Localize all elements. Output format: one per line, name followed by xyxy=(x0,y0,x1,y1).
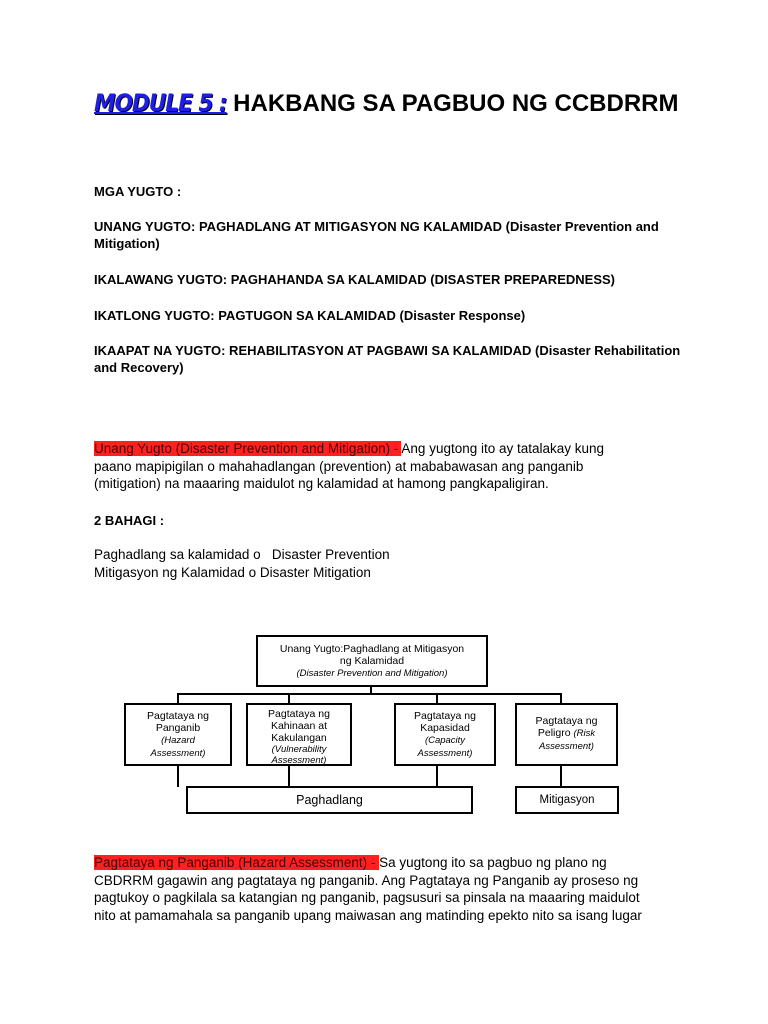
box-mitigasyon: Mitigasyon xyxy=(515,786,619,814)
box1-line1: Pagtataya ng xyxy=(147,710,209,722)
stage-third: IKATLONG YUGTO: PAGTUGON SA KALAMIDAD (Disaster Response) xyxy=(94,308,526,323)
parts-heading: 2 BAHAGI : xyxy=(94,513,165,528)
stage-second: IKALAWANG YUGTO: PAGHAHANDA SA KALAMIDAD (DISASTER PREPAREDNESS) xyxy=(94,272,615,287)
connector-paghadlang-2 xyxy=(288,764,290,787)
box1-line2: Panganib xyxy=(155,722,201,734)
box2-line3: Kakulangan xyxy=(271,732,327,744)
parts-list xyxy=(94,546,684,581)
box2-sub1: (Vulnerability xyxy=(271,744,327,755)
box4-line2: Peligro xyxy=(537,727,571,739)
connector-mitigasyon xyxy=(560,764,562,787)
box3-sub2: Assessment) xyxy=(417,748,473,759)
box2-line2: Kahinaan at xyxy=(270,720,328,732)
section1-line3: (mitigation) na maaaring maidulot ng kalamidad at hamong pangkapaligiran. xyxy=(94,476,549,491)
stage-first: UNANG YUGTO: PAGHADLANG AT MITIGASYON NG KALAMIDAD (Disaster Prevention and Mitigation) xyxy=(94,219,659,251)
connector-paghadlang-1 xyxy=(177,764,179,787)
box-vulnerability-assessment xyxy=(246,703,352,766)
parts-item-2: Mitigasyon ng Kalamidad o Disaster Mitigation xyxy=(94,564,371,580)
section1-line1: Ang yugtong ito ay tatalakay kung xyxy=(401,441,605,456)
box4-sub2: Assessment) xyxy=(539,741,594,752)
box2-sub2: Assessment) xyxy=(271,755,327,766)
box4-sub1: (Risk xyxy=(573,728,596,739)
phase-diagram xyxy=(118,630,628,820)
top-line2: ng Kalamidad xyxy=(339,655,405,667)
box-capacity-assessment xyxy=(394,703,496,766)
section2-line2: CBDRRM gagawin ang pagtataya ng panganib. Ang Pagtataya ng Panganib ay proseso ng xyxy=(94,872,639,888)
section1-highlight: Unang Yugto (Disaster Prevention and Mitigation) - xyxy=(94,441,402,456)
section2-line4: nito at pamamahala sa panganib upang maiwasan ang matinding epekto nito sa isang lugar xyxy=(94,907,642,923)
box-risk-assessment xyxy=(515,703,618,766)
stage-fourth: IKAAPAT NA YUGTO: REHABILITASYON AT PAGBAWI SA KALAMIDAD (Disaster Rehabilitation and Recovery) xyxy=(94,343,681,375)
section2-paragraph xyxy=(94,854,684,924)
title-text: HAKBANG SA PAGBUO NG CCBDRRM xyxy=(226,90,679,117)
box-hazard-assessment xyxy=(124,703,232,766)
box3-sub1: (Capacity xyxy=(424,735,466,746)
section2-highlight: Pagtataya ng Panganib (Hazard Assessment) - xyxy=(94,855,380,870)
box1-sub2: Assessment) xyxy=(150,748,206,759)
top-sub: (Disaster Prevention and Mitigation) xyxy=(296,668,448,679)
section2-line1: Sa yugtong ito sa pagbuo ng plano ng xyxy=(379,855,607,870)
section1-paragraph xyxy=(94,440,684,493)
box3-line1: Pagtataya ng xyxy=(414,710,476,722)
box-paghadlang: Paghadlang xyxy=(186,786,473,814)
section1-line2: paano mapipigilan o mahahadlangan (prevention) at mababawasan ang panganib xyxy=(94,458,584,474)
page-title xyxy=(94,88,714,119)
top-line1: Unang Yugto:Paghadlang at Mitigasyon xyxy=(279,643,465,655)
stages-heading: MGA YUGTO : xyxy=(94,184,182,199)
diagram-top-box xyxy=(256,635,488,687)
module-label: MODULE 5 : xyxy=(94,89,227,117)
box1-sub1: (Hazard xyxy=(161,735,195,746)
box4-line1: Pagtataya ng xyxy=(535,715,598,727)
connector-paghadlang-3 xyxy=(436,764,438,787)
parts-item-1: Paghadlang sa kalamidad o Disaster Prevention xyxy=(94,547,390,562)
box2-line1: Pagtataya ng xyxy=(268,708,330,720)
box3-line2: Kapasidad xyxy=(420,722,470,734)
section2-line3: pagtukoy o pagkilala sa katangian ng panganib, pagsusuri sa pinsala na maaaring maidulot xyxy=(94,890,640,905)
